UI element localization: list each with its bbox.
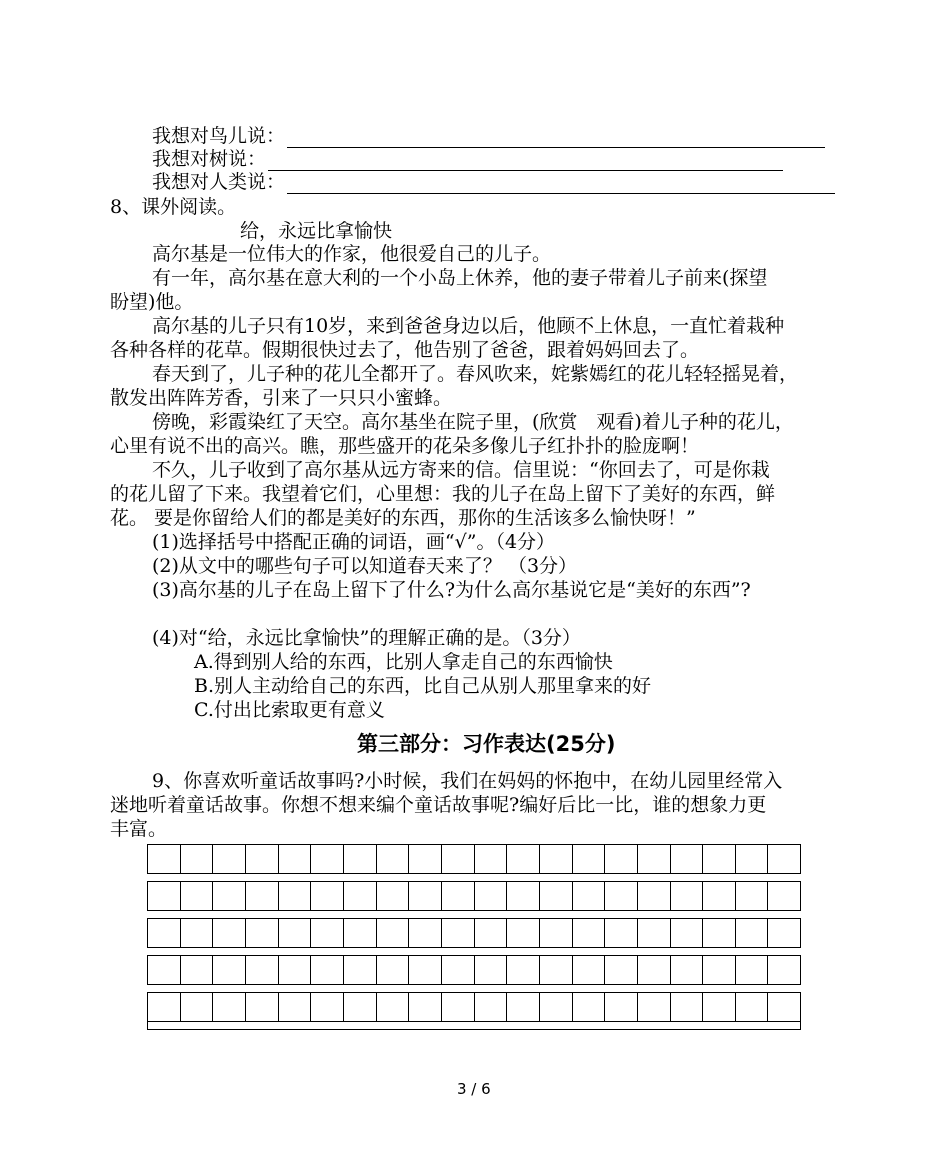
passage-line: 高尔基的儿子只有10岁，来到爸爸身边以后，他顾不上休息，一直忙着栽种 — [152, 315, 785, 337]
passage-line: 的花儿留了下来。我望着它们，心里想：我的儿子在岛上留下了美好的东西，鲜 — [110, 483, 776, 505]
option-a[interactable]: A.得到别人给的东西，比别人拿走自己的东西愉快 — [194, 651, 613, 673]
fill-in-humans-label: 我想对人类说： — [152, 171, 286, 193]
page-number: 3 / 6 — [457, 1080, 491, 1098]
grid-footer — [147, 1022, 801, 1030]
passage-line: 高尔基是一位伟大的作家，他很爱自己的儿子。 — [152, 243, 552, 265]
passage-line: 傍晚，彩霞染红了天空。高尔基坐在院子里，(欣赏 观看)着儿子种的花儿， — [152, 411, 794, 433]
passage-title: 给，永远比拿愉快 — [240, 220, 393, 242]
fill-in-trees — [152, 147, 783, 171]
passage-line: 各种各样的花草。假期很快过去了，他告别了爸爸，跟着妈妈回去了。 — [110, 339, 700, 361]
fill-in-birds-blank[interactable] — [287, 129, 825, 148]
prompt-line: 9、你喜欢听童话故事吗?小时候，我们在妈妈的怀抱中，在幼儿园里经常入 — [152, 770, 783, 792]
question-3: (3)高尔基的儿子在岛上留下了什么?为什么高尔基说它是“美好的东西”? — [152, 579, 751, 601]
passage-line: 花。 要是你留给人们的都是美好的东西，那你的生活该多么愉快呀！” — [110, 507, 696, 529]
passage-line: 心里有说不出的高兴。瞧，那些盛开的花朵多像儿子红扑扑的脸庞啊！ — [110, 435, 700, 457]
fill-in-humans-blank[interactable] — [287, 175, 835, 194]
section-heading: 第三部分：习作表达(25分) — [357, 732, 616, 756]
grid-row[interactable] — [147, 881, 801, 911]
fill-in-birds-label: 我想对鸟儿说： — [152, 125, 286, 147]
question-4: (4)对“给，永远比拿愉快”的理解正确的是。（3分） — [152, 627, 581, 649]
passage-line: 春天到了，儿子种的花儿全都开了。春风吹来，姹紫嫣红的花儿轻轻摇晃着， — [152, 363, 799, 385]
passage-line: 盼望)他。 — [110, 291, 194, 313]
option-c[interactable]: C.付出比索取更有意义 — [194, 699, 385, 721]
grid-row[interactable] — [147, 992, 801, 1022]
grid-row[interactable] — [147, 844, 801, 874]
fill-in-humans — [152, 170, 835, 194]
prompt-line: 迷地听着童话故事。你想不想来编个童话故事呢?编好后比一比，谁的想象力更 — [110, 794, 767, 816]
question-2: (2)从文中的哪些句子可以知道春天来了？ （3分） — [152, 555, 578, 577]
passage-line: 散发出阵阵芳香，引来了一只只小蜜蜂。 — [110, 387, 453, 409]
q8-heading: 8、课外阅读。 — [110, 196, 237, 218]
prompt-line: 丰富。 — [110, 818, 168, 840]
grid-row[interactable] — [147, 918, 801, 948]
option-b[interactable]: B.别人主动给自己的东西，比自己从别人那里拿来的好 — [194, 675, 652, 697]
fill-in-trees-label: 我想对树说： — [152, 148, 267, 170]
fill-in-trees-blank[interactable] — [268, 152, 783, 171]
fill-in-birds — [152, 124, 825, 148]
grid-row[interactable] — [147, 955, 801, 985]
question-1: (1)选择括号中搭配正确的词语，画“√”。（4分） — [152, 531, 556, 553]
passage-line: 不久，儿子收到了高尔基从远方寄来的信。信里说：“你回去了，可是你栽 — [152, 459, 770, 481]
passage-line: 有一年，高尔基在意大利的一个小岛上休养，他的妻子带着儿子前来(探望 — [152, 267, 768, 289]
